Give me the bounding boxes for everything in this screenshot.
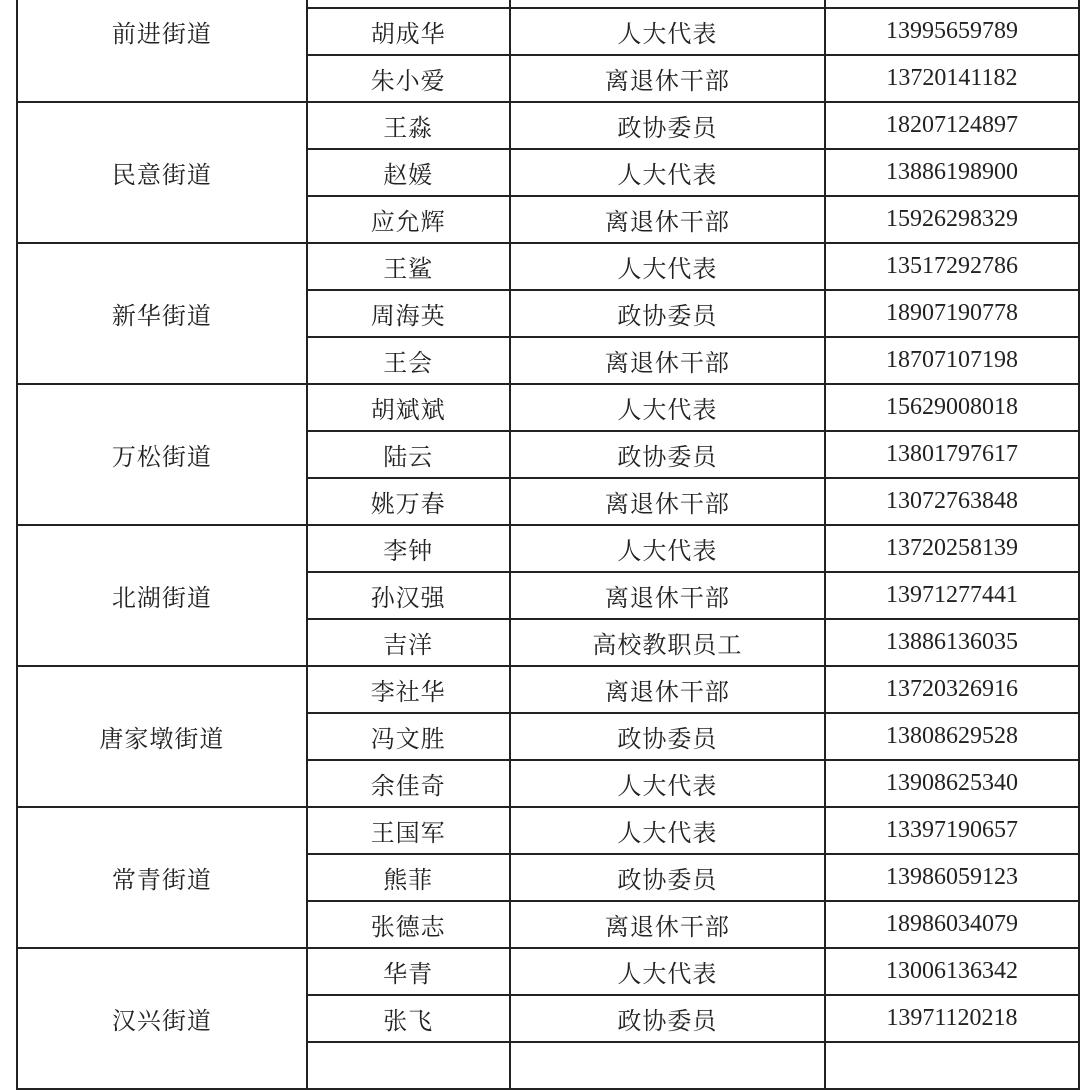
phone-cell: 13971277441 <box>825 572 1079 619</box>
name-cell: 朱小爱 <box>307 55 510 102</box>
street-cell: 新华街道 <box>17 243 307 384</box>
table-row <box>17 102 1079 149</box>
name-cell: 余佳奇 <box>307 760 510 807</box>
name-cell: 张德志 <box>307 901 510 948</box>
empty-cell <box>825 1042 1079 1089</box>
role-cell: 政协委员 <box>510 854 825 901</box>
name-cell: 胡成华 <box>307 8 510 55</box>
role-cell: 人大代表 <box>510 243 825 290</box>
phone-cell: 13886198900 <box>825 149 1079 196</box>
name-cell: 周海英 <box>307 290 510 337</box>
phone-cell: 13720141182 <box>825 55 1079 102</box>
role-cell: 人大代表 <box>510 948 825 995</box>
name-cell: 胡斌斌 <box>307 384 510 431</box>
role-cell <box>510 0 825 8</box>
empty-cell <box>510 1042 825 1089</box>
role-cell: 高校教职员工 <box>510 619 825 666</box>
phone-cell: 13397190657 <box>825 807 1079 854</box>
role-cell: 政协委员 <box>510 290 825 337</box>
name-cell: 陆云 <box>307 431 510 478</box>
role-cell: 政协委员 <box>510 713 825 760</box>
phone-cell: 13995659789 <box>825 8 1079 55</box>
street-cell: 汉兴街道 <box>17 948 307 1089</box>
phone-cell: 13720258139 <box>825 525 1079 572</box>
street-cell: 万松街道 <box>17 384 307 525</box>
name-cell: 王会 <box>307 337 510 384</box>
name-cell <box>307 0 510 8</box>
phone-cell: 13886136035 <box>825 619 1079 666</box>
table-row <box>17 243 1079 290</box>
phone-cell: 18207124897 <box>825 102 1079 149</box>
table-row <box>17 384 1079 431</box>
name-cell: 华青 <box>307 948 510 995</box>
phone-cell: 13517292786 <box>825 243 1079 290</box>
phone-cell: 18907190778 <box>825 290 1079 337</box>
role-cell: 离退休干部 <box>510 196 825 243</box>
name-cell: 应允辉 <box>307 196 510 243</box>
street-cell: 常青街道 <box>17 807 307 948</box>
role-cell: 离退休干部 <box>510 572 825 619</box>
street-cell: 唐家墩街道 <box>17 666 307 807</box>
role-cell: 人大代表 <box>510 525 825 572</box>
phone-cell: 13801797617 <box>825 431 1079 478</box>
name-cell: 熊菲 <box>307 854 510 901</box>
phone-cell: 18986034079 <box>825 901 1079 948</box>
table-row <box>17 0 1079 8</box>
name-cell: 王鲨 <box>307 243 510 290</box>
name-cell: 冯文胜 <box>307 713 510 760</box>
role-cell: 人大代表 <box>510 8 825 55</box>
table-row <box>17 807 1079 854</box>
phone-cell: 13006136342 <box>825 948 1079 995</box>
phone-cell: 18707107198 <box>825 337 1079 384</box>
role-cell: 离退休干部 <box>510 478 825 525</box>
contact-table-body <box>17 0 1079 1089</box>
phone-cell: 15926298329 <box>825 196 1079 243</box>
role-cell: 离退休干部 <box>510 901 825 948</box>
name-cell: 李社华 <box>307 666 510 713</box>
phone-cell: 13720326916 <box>825 666 1079 713</box>
name-cell: 姚万春 <box>307 478 510 525</box>
table-row <box>17 948 1079 995</box>
contact-table <box>16 0 1080 1090</box>
table-row <box>17 525 1079 572</box>
role-cell: 人大代表 <box>510 149 825 196</box>
name-cell: 赵媛 <box>307 149 510 196</box>
name-cell: 吉洋 <box>307 619 510 666</box>
street-cell: 北湖街道 <box>17 525 307 666</box>
name-cell: 王淼 <box>307 102 510 149</box>
name-cell: 王国军 <box>307 807 510 854</box>
street-cell: 民意街道 <box>17 102 307 243</box>
role-cell: 离退休干部 <box>510 55 825 102</box>
phone-cell: 13986059123 <box>825 854 1079 901</box>
empty-cell <box>307 1042 510 1089</box>
role-cell: 人大代表 <box>510 384 825 431</box>
phone-cell: 13808629528 <box>825 713 1079 760</box>
phone-cell: 15629008018 <box>825 384 1079 431</box>
role-cell: 政协委员 <box>510 102 825 149</box>
name-cell: 孙汉强 <box>307 572 510 619</box>
role-cell: 政协委员 <box>510 995 825 1042</box>
phone-cell: 13971120218 <box>825 995 1079 1042</box>
name-cell: 李钟 <box>307 525 510 572</box>
table-row <box>17 666 1079 713</box>
role-cell: 人大代表 <box>510 760 825 807</box>
role-cell: 离退休干部 <box>510 666 825 713</box>
phone-cell: 13072763848 <box>825 478 1079 525</box>
role-cell: 人大代表 <box>510 807 825 854</box>
role-cell: 政协委员 <box>510 431 825 478</box>
name-cell: 张飞 <box>307 995 510 1042</box>
street-cell: 前进街道 <box>17 0 307 102</box>
role-cell: 离退休干部 <box>510 337 825 384</box>
phone-cell: 13908625340 <box>825 760 1079 807</box>
phone-cell <box>825 0 1079 8</box>
